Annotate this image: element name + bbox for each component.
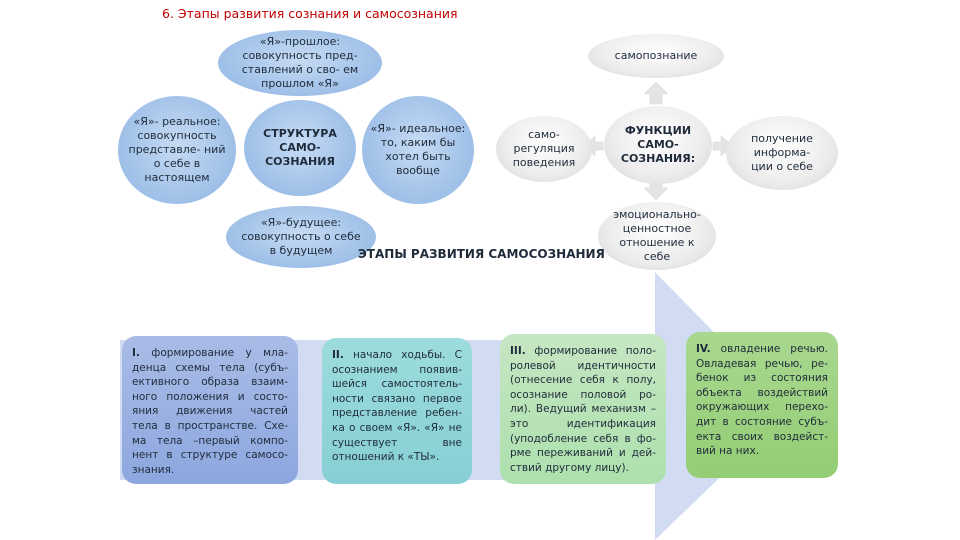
- bubble-self-ideal: [362, 96, 474, 204]
- bubble-structure-center-text: СТРУКТУРА САМО- СОЗНАНИЯ: [263, 127, 337, 168]
- bubble-self-real: [118, 96, 236, 204]
- stage-4-text: овладение речью. Овладевая речью, ре- бенок из состояния объекта воздействий окружающих перехо- дит в состояние субъ- екта своих воздейст- вий на них.: [696, 343, 828, 458]
- bubble-self-past: [218, 30, 382, 96]
- bubble-self-regulation-text: само- регуляция поведения: [512, 128, 576, 169]
- stage-2-text: начало ходьбы. С осознанием появив- шейся самостоятель- ности связано первое представление ребен- ка о своем «Я». «Я» не существует вне отношений к «ТЫ».: [332, 349, 462, 464]
- bubble-structure-center: [244, 100, 356, 196]
- bubble-functions-center-text: ФУНКЦИИ САМО- СОЗНАНИЯ:: [620, 124, 696, 165]
- bubble-self-ideal-text: «Я»- идеальное: то, каким бы хотел быть вообще: [370, 122, 466, 177]
- stage-2-number: II.: [332, 349, 344, 361]
- stage-3-card: [500, 334, 666, 484]
- bubble-self-future: [226, 206, 376, 268]
- stage-3-number: III.: [510, 345, 526, 357]
- bubble-self-knowledge: [588, 34, 724, 78]
- stage-4-number: IV.: [696, 343, 711, 355]
- bubble-getting-info: [726, 116, 838, 190]
- bubble-self-knowledge-text: самопознание: [614, 49, 698, 62]
- stages-title: ЭТАПЫ РАЗВИТИЯ САМОСОЗНАНИЯ: [358, 247, 605, 261]
- stage-2-card: [322, 338, 472, 484]
- bubble-self-regulation: [496, 116, 592, 182]
- stage-1-number: I.: [132, 347, 140, 359]
- bubble-self-past-text: «Я»-прошлое: совокупность пред- ставлений о сво- ем прошлом «Я»: [241, 35, 359, 90]
- up-arrow-icon: [644, 82, 668, 104]
- stage-4-card: [686, 332, 838, 478]
- bubble-emotional-attitude: [598, 202, 716, 270]
- bubble-self-real-text: «Я»- реальное: совокупность представле- ний о себе в настоящем: [128, 115, 226, 184]
- stage-1-card: [122, 336, 298, 484]
- bubble-functions-center: [604, 106, 712, 184]
- bubble-self-future-text: «Я»-будущее: совокупность о себе в будущем: [241, 216, 361, 257]
- stage-1-text: формирование у мла- денца схемы тела (субъ- ективного образа взаим- ного положения и состо- яния движения частей тела в пространстве. Схе- ма тела –первый компо- нент в структуре самосо- знания.: [132, 347, 288, 476]
- stage-3-text: формирование поло- ролевой идентичности (отнесение себя к полу, осознание половой ро- ли). Ведущий механизм – это идентификация (уподобление себя в фо- рме переживаний и дей- ствий другому лицу).: [510, 345, 656, 474]
- bubble-emotional-attitude-text: эмоционально- ценностное отношение к себе: [613, 208, 701, 263]
- bubble-getting-info-text: получение информа- ции о себе: [751, 132, 813, 173]
- page-title: 6. Этапы развития сознания и самосознания: [162, 6, 458, 21]
